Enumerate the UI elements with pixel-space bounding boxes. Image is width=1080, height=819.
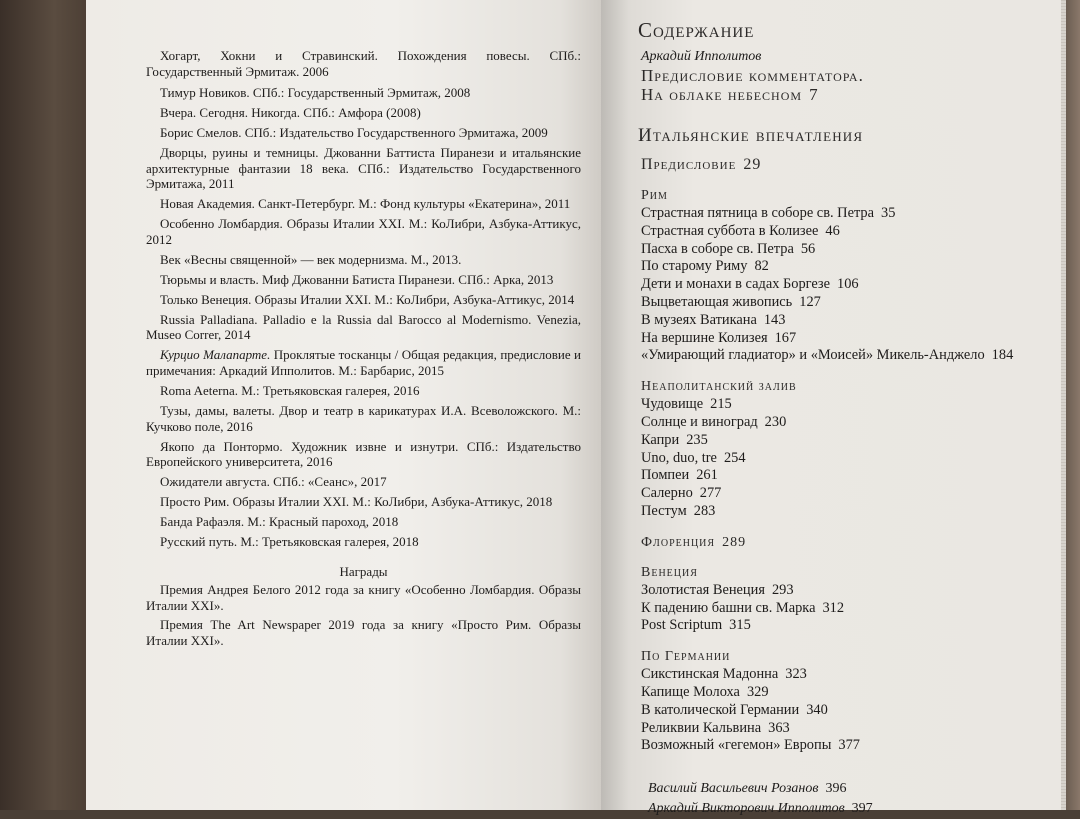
toc-entry-label: Помпеи xyxy=(641,467,690,484)
bibliography-entry: Хогарт, Хокни и Стравинский. Похождения повесы. СПб.: Государственный Эрмитаж. 2006 xyxy=(146,48,581,79)
section-title xyxy=(641,379,1058,395)
toc-entry-label: Возможный «гегемон» Европы xyxy=(641,737,832,754)
bibliography-entry: Якопо да Понтормо. Художник извне и изнутри. СПб.: Издательство Европейского университета, 2016 xyxy=(146,438,581,470)
bibliography-entry: Тузы, дамы, валеты. Двор и театр в карикатурах И.А. Всеволожского. М.: Кучково поле, 2016 xyxy=(146,402,581,434)
toc-entry-page: 215 xyxy=(710,396,732,413)
closing-entry-page: 397 xyxy=(851,801,873,817)
toc-entry-page: 235 xyxy=(686,431,708,448)
intro-heading-line2 xyxy=(641,86,1058,103)
section-title-text: Венеция xyxy=(641,564,698,580)
toc-entry-label: На вершине Колизея xyxy=(641,329,768,346)
toc-entry xyxy=(641,312,1058,330)
toc-entry-page: 143 xyxy=(763,311,786,328)
toc-entry-page: 35 xyxy=(881,205,896,221)
section-items xyxy=(641,582,1058,635)
toc-entry-label: Пасха в соборе св. Петра xyxy=(641,240,794,257)
toc-entry xyxy=(641,720,1058,738)
toc-entry-page: 340 xyxy=(806,701,828,718)
bibliography-entry: Новая Академия. Санкт-Петербург. М.: Фонд культуры «Екатерина», 2011 xyxy=(160,196,571,212)
author-name: Курцио Малапарте. xyxy=(160,347,271,363)
toc-entry-label: Страстная пятница в соборе св. Петра xyxy=(641,205,875,221)
toc-entry-page: 82 xyxy=(754,258,769,275)
toc-entry xyxy=(641,582,1058,600)
section-title xyxy=(641,188,1058,204)
bibliography-entry: Русский путь. М.: Третьяковская галерея, 2018 xyxy=(160,534,419,550)
toc-entry-page: 106 xyxy=(837,276,859,293)
bibliography-entry: Борис Смелов. СПб.: Издательство Государственного Эрмитажа, 2009 xyxy=(160,125,548,141)
section-items xyxy=(641,205,1058,365)
toc-entry xyxy=(641,503,1058,521)
section-title xyxy=(641,649,1058,665)
toc-entry xyxy=(641,600,1058,618)
table-of-contents xyxy=(638,18,1058,819)
toc-entry xyxy=(641,450,1058,468)
toc-entry-label: В музеях Ватикана xyxy=(641,311,757,328)
section-items xyxy=(641,666,1058,755)
intro-author: Аркадий Ипполитов xyxy=(641,49,762,64)
bibliography-entry: Ожидатели августа. СПб.: «Сеанс», 2017 xyxy=(160,474,387,490)
intro-heading-line1: Предисловие комментатора. xyxy=(641,66,864,85)
toc-entry-label: Салерно xyxy=(641,485,693,502)
section-title-text: По Германии xyxy=(641,649,731,665)
toc-entry xyxy=(641,276,1058,294)
toc-entry-page: 230 xyxy=(764,413,787,430)
toc-entry xyxy=(641,330,1058,348)
preface-page: 29 xyxy=(743,156,762,173)
bibliography-entry: Вчера. Сегодня. Никогда. СПб.: Амфора (2008) xyxy=(160,105,421,121)
toc-entry xyxy=(641,258,1058,276)
toc-entry xyxy=(641,684,1058,702)
toc-entry-label: «Умирающий гладиатор» и «Моисей» Микель-Анджело xyxy=(641,347,985,364)
preface-label: Предисловие xyxy=(641,156,737,173)
toc-entry xyxy=(641,432,1058,450)
bibliography-entry: Дворцы, руины и темницы. Джованни Баттиста Пиранези и итальянские архитектурные фантазии 18 века. СПб.: Издательство Государственного Эрмитажа, 2011 xyxy=(146,145,581,192)
bibliography-entry: Курцио Малапарте. Проклятые тосканцы / Общая редакция, предисловие и примечания: Аркадий Ипполитов. М.: Барбарис, 2015 xyxy=(146,347,581,378)
toc-entry-page: 377 xyxy=(838,737,860,754)
bibliography-entry: Просто Рим. Образы Италии XXI. М.: КоЛибри, Азбука-Аттикус, 2018 xyxy=(160,494,553,510)
closing-entry xyxy=(648,799,1058,819)
toc-entry-label: Дети и монахи в садах Боргезе xyxy=(641,276,830,293)
toc-entry-label: Пестум xyxy=(641,502,687,519)
bibliography-entry: Особенно Ломбардия. Образы Италии XXI. М.: КоЛибри, Азбука-Аттикус, 2012 xyxy=(146,216,581,247)
toc-entry xyxy=(641,396,1058,414)
toc-entry-page: 293 xyxy=(771,581,794,598)
toc-entry-page: 363 xyxy=(768,719,790,736)
intro-heading-text: На облаке небесном xyxy=(641,85,803,104)
toc-entry xyxy=(641,666,1058,684)
bibliography-entry: Только Венеция. Образы Италии XXI. М.: КоЛибри, Азбука-Аттикус, 2014 xyxy=(160,291,575,307)
left-page xyxy=(86,0,601,810)
section-page: 289 xyxy=(722,534,747,550)
toc-entry xyxy=(641,223,1058,241)
toc-entry xyxy=(641,347,1058,365)
toc-entry xyxy=(641,467,1058,485)
toc-entry-page: 323 xyxy=(785,666,807,683)
section-title-text: Флоренция xyxy=(641,534,716,550)
toc-entry-label: По старому Риму xyxy=(641,258,748,275)
closing-entry-page: 396 xyxy=(825,781,847,797)
toc-entry-label: Uno, duo, tre xyxy=(641,449,717,466)
awards-title: Награды xyxy=(339,563,388,579)
section-title xyxy=(641,535,1058,551)
toc-entry-label: Реликвии Кальвина xyxy=(641,719,762,736)
toc-entry xyxy=(641,414,1058,432)
intro-page: 7 xyxy=(809,85,819,104)
bibliography-entry: Тюрьмы и власть. Миф Джованни Батиста Пиранези. СПб.: Арка, 2013 xyxy=(160,271,554,287)
closing-entries xyxy=(648,779,1058,819)
toc-entry xyxy=(641,294,1058,312)
award-entry: Премия Андрея Белого 2012 года за книгу «Особенно Ломбардия. Образы Италии XXI». xyxy=(146,582,581,613)
toc-entry-label: Выцветающая живопись xyxy=(641,293,793,310)
toc-entry xyxy=(641,485,1058,503)
toc-sections xyxy=(638,188,1058,755)
toc-entry-label: Post Scriptum xyxy=(641,617,723,634)
toc-entry-page: 184 xyxy=(991,347,1014,364)
section-title-text: Неаполитанский залив xyxy=(641,379,797,395)
toc-entry-page: 254 xyxy=(723,449,746,466)
toc-entry xyxy=(641,241,1058,259)
toc-entry xyxy=(641,617,1058,635)
bibliography-entry: Век «Весны священной» — век модернизма. М., 2013. xyxy=(160,251,462,267)
toc-title: Содержание xyxy=(638,18,755,42)
closing-entry-label: Василий Васильевич Розанов xyxy=(648,781,819,797)
toc-entry-page: 312 xyxy=(822,599,845,616)
toc-entry-page: 46 xyxy=(825,222,840,239)
toc-entry-page: 283 xyxy=(693,502,716,519)
bibliography-entry: Roma Aeterna. М.: Третьяковская галерея, 2016 xyxy=(160,382,420,398)
table-surface-right xyxy=(1066,0,1080,810)
toc-entry-page: 56 xyxy=(800,240,816,257)
bibliography-list xyxy=(146,48,581,653)
bibliography-entry: Тимур Новиков. СПб.: Государственный Эрмитаж, 2008 xyxy=(160,85,471,101)
award-entry: Премия The Art Newspaper 2019 года за книгу «Просто Рим. Образы Италии XXI». xyxy=(146,617,581,649)
toc-entry-label: Чудовище xyxy=(641,396,704,413)
toc-entry-label: Страстная суббота в Колизее xyxy=(641,222,819,239)
toc-entry-page: 127 xyxy=(799,293,821,310)
toc-entry-label: Капри xyxy=(641,431,680,448)
preface-entry xyxy=(641,156,1058,174)
toc-entry xyxy=(641,702,1058,720)
closing-entry xyxy=(648,779,1058,799)
toc-entry-label: Сикстинская Мадонна xyxy=(641,666,779,683)
section-title xyxy=(641,565,1058,581)
toc-entry-page: 277 xyxy=(699,485,722,502)
toc-entry-label: В католической Германии xyxy=(641,701,800,718)
section-items xyxy=(641,396,1058,521)
toc-entry-page: 315 xyxy=(729,617,751,634)
bibliography-entry: Банда Рафаэля. М.: Красный пароход, 2018 xyxy=(160,514,399,530)
bibliography-entry: Russia Palladiana. Palladio e la Russia dal Barocco al Modernismo. Venezia, Museo Correr, 2014 xyxy=(146,311,581,343)
toc-entry-label: Солнце и виноград xyxy=(641,413,758,430)
toc-entry xyxy=(641,205,1058,223)
section-title-text: Рим xyxy=(641,188,668,203)
toc-entry-page: 261 xyxy=(696,467,718,484)
closing-entry-label: Аркадий Викторович Ипполитов xyxy=(648,801,845,817)
toc-entry-label: Капище Молоха xyxy=(641,683,740,700)
toc-entry-page: 167 xyxy=(774,329,797,346)
toc-entry xyxy=(641,737,1058,755)
part-title: Итальянские впечатления xyxy=(638,125,864,146)
table-surface-left xyxy=(0,0,90,810)
toc-entry-label: К падению башни св. Марка xyxy=(641,599,816,616)
right-page xyxy=(601,0,1067,817)
toc-entry-page: 329 xyxy=(746,683,769,700)
toc-entry-label: Золотистая Венеция xyxy=(641,581,765,598)
